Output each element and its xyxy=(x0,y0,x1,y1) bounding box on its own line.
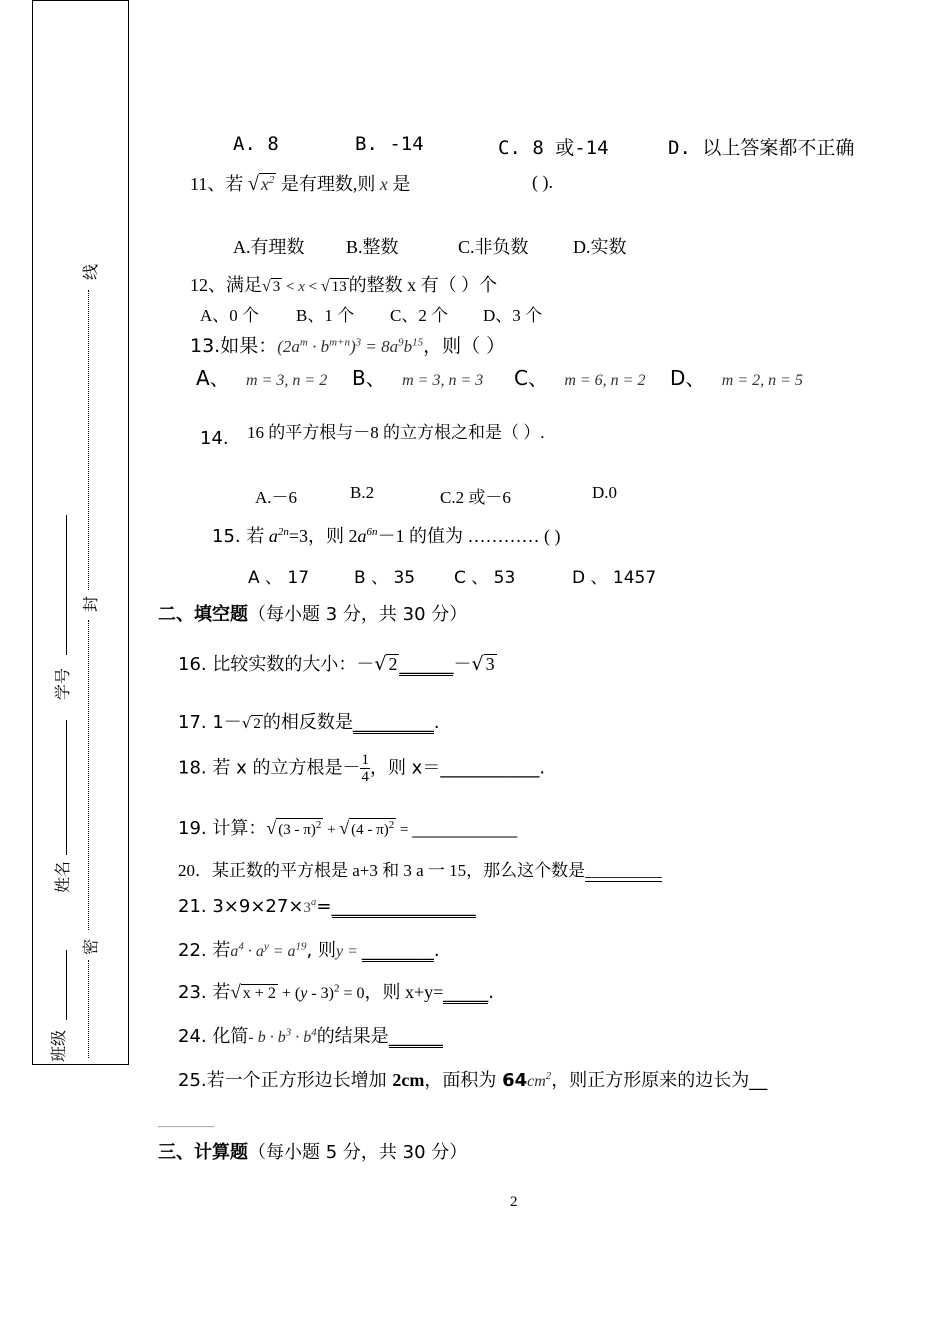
q11-radicand xyxy=(259,173,277,195)
q24-expr: - b · b xyxy=(248,1029,286,1046)
name-blank-line xyxy=(66,720,67,855)
q23-eq: = 0 xyxy=(339,985,365,1002)
q22-dot: · xyxy=(243,943,256,960)
section-3-heading xyxy=(158,1138,467,1164)
q12-option-c: C、2 个 xyxy=(390,306,449,325)
radical-sign: √ xyxy=(241,714,252,732)
q23-pre: 23. 若 xyxy=(178,982,231,1003)
q12-lt2: < xyxy=(304,279,321,295)
q18-pre: 18. 若 x 的立方根是－ xyxy=(178,757,361,779)
q13-option-a-letter: A、 xyxy=(196,366,230,390)
q22-a3: a xyxy=(287,943,296,960)
q25-value-2: 64 xyxy=(502,1070,528,1091)
q13-expr-close: ) xyxy=(349,337,356,356)
q23-expression xyxy=(230,982,365,1003)
q15-pre: 若 xyxy=(246,526,269,546)
q21-eq: = xyxy=(316,896,332,917)
q16-text: 16. 比较实数的大小： xyxy=(178,654,357,675)
q13-expression xyxy=(277,337,423,356)
question-22 xyxy=(178,936,440,962)
q22-e1: 4 xyxy=(238,940,244,953)
q10-option-a: A. 8 xyxy=(233,133,279,155)
seal-dotted-line-2 xyxy=(88,620,89,930)
q25-blank-continuation[interactable]: ________ xyxy=(158,1112,214,1128)
q12-sqrt13: 13 xyxy=(331,279,347,295)
q21-blank[interactable]: ________________ xyxy=(331,896,476,917)
q11-var: x xyxy=(379,174,388,194)
radical-sign: √ xyxy=(266,818,277,838)
q24-pre: 24. 化简 xyxy=(178,1026,249,1047)
q18-blank[interactable]: ___________ xyxy=(440,757,540,779)
q22-expression xyxy=(230,940,307,960)
q13-rhs-b: b xyxy=(403,337,413,356)
q23-y: y xyxy=(300,985,308,1002)
q12-var: x xyxy=(298,279,305,295)
q25-value-1: 2cm xyxy=(392,1070,425,1090)
q16-neg1: － xyxy=(356,654,375,675)
q12-tail: 的整数 x 有（ ）个 xyxy=(348,275,498,295)
q19-blank[interactable]: _______________ xyxy=(412,822,518,838)
question-12 xyxy=(190,271,497,297)
q14-option-c: C.2 或－6 xyxy=(440,488,511,507)
radical-sign: √ xyxy=(320,278,330,295)
q25-tail: ，则正方形原来的边长为 xyxy=(551,1070,750,1091)
question-17 xyxy=(178,708,440,734)
binding-margin xyxy=(32,0,129,1065)
q22-a2: a xyxy=(255,943,264,960)
q15-a2: a xyxy=(357,526,367,546)
q20-blank[interactable]: _________ xyxy=(585,861,662,880)
q13-exp-m: m xyxy=(299,336,308,349)
q25-pre: 25.若一个正方形边长增加 xyxy=(178,1070,393,1091)
q13-number: 13.如果： xyxy=(190,335,278,357)
q15-option-a: A 、 17 xyxy=(248,568,310,588)
q25-blank[interactable]: __ xyxy=(749,1070,768,1091)
seal-word-xian: 线 xyxy=(81,263,100,280)
radical-sign: √ xyxy=(471,653,484,675)
q19-expression xyxy=(266,818,413,838)
section-3-title: 三、计算题 xyxy=(158,1142,248,1163)
question-23 xyxy=(178,978,494,1004)
q12-lt1: < xyxy=(282,279,299,295)
q18-tail: ，则 x＝ xyxy=(369,757,441,779)
q17-blank[interactable]: _________ xyxy=(352,712,434,733)
id-blank-line xyxy=(66,515,67,655)
section-2-title: 二、填空题 xyxy=(158,604,248,625)
question-11 xyxy=(190,170,410,196)
q14-text: 16 的平方根与－8 的立方根之和是（ ）. xyxy=(247,423,545,442)
q16-sqrt2: 2 xyxy=(388,654,398,674)
q23-radicand: x + 2 xyxy=(242,985,276,1002)
q15-option-c: C 、 53 xyxy=(454,568,516,588)
q24-e2: 4 xyxy=(311,1026,317,1039)
question-21 xyxy=(178,896,476,918)
q15-a: a xyxy=(268,526,278,546)
q13-exp-3: 3 xyxy=(355,336,362,349)
question-18 xyxy=(178,752,545,785)
q15-number: 15. xyxy=(212,526,241,547)
q11-mid: 是有理数,则 xyxy=(280,174,376,194)
q15-option-d: D 、 1457 xyxy=(572,568,657,588)
seal-word-mi: 密 xyxy=(81,938,100,955)
q22-y: y xyxy=(336,943,344,960)
q15-tail: －1 的值为 ………… ( ) xyxy=(377,526,561,546)
id-label: 学号 xyxy=(53,667,72,700)
q13-option-a-expr: m = 3, n = 2 xyxy=(246,372,328,389)
q19-eq: = xyxy=(396,822,413,838)
q23-e: 2 xyxy=(333,982,340,995)
q13-option-c-expr: m = 6, n = 2 xyxy=(564,372,646,389)
section-2-note: （每小题 3 分，共 30 分） xyxy=(248,604,468,625)
q15-option-b: B 、 35 xyxy=(354,568,416,588)
q14-option-d: D.0 xyxy=(592,483,618,502)
q17-tail: 的相反数是 xyxy=(262,712,353,733)
q13-tail: ，则（ ） xyxy=(423,335,506,357)
q13-option-c xyxy=(514,362,645,391)
q19-plus: + xyxy=(323,822,340,838)
q13-exp-mn: m+n xyxy=(329,336,350,349)
q16-sqrt3: 3 xyxy=(485,654,495,674)
q21-pre: 21. 3×9×27× xyxy=(178,896,304,917)
radical-sign: √ xyxy=(230,982,241,1003)
q11-exponent: 2 xyxy=(268,174,275,186)
question-25 xyxy=(178,1066,767,1092)
q20-text: 20．某正数的平方根是 a+3 和 3 a 一 15，那么这个数是 xyxy=(178,861,586,880)
q13-rhs: = 8a xyxy=(361,337,399,356)
q19-pre: 19. 计算： xyxy=(178,818,267,839)
q22-mid: , 则 xyxy=(306,940,336,961)
class-label: 班级 xyxy=(49,1029,68,1062)
q14-number: 14. xyxy=(200,428,229,449)
q17-end: . xyxy=(433,712,440,733)
q13-option-b-letter: B、 xyxy=(352,366,386,390)
q19-radicand-2 xyxy=(349,818,396,839)
q10-option-b: B. -14 xyxy=(355,133,424,155)
q10-option-d: D. 以上答案都不正确 xyxy=(668,137,855,159)
question-15 xyxy=(212,522,561,548)
q23-tail: ，则 x+y= xyxy=(364,982,444,1002)
q13-expr-b: · b xyxy=(307,337,330,356)
q11-option-c: C.非负数 xyxy=(458,237,529,257)
q24-expression xyxy=(248,1026,317,1046)
question-16 xyxy=(178,650,497,676)
q23-plus: + ( xyxy=(277,985,301,1002)
q21-exp: a xyxy=(310,896,317,908)
q19-e1: 2 xyxy=(315,819,322,831)
name-label: 姓名 xyxy=(53,860,72,893)
q22-pre: 22. 若 xyxy=(178,940,231,961)
page-number: 2 xyxy=(510,1194,518,1210)
radical-sign: √ xyxy=(247,173,259,195)
question-19 xyxy=(178,814,517,840)
q18-fraction xyxy=(360,752,370,785)
section-2-heading xyxy=(158,600,467,626)
q18-denominator: 4 xyxy=(361,769,369,785)
q22-a1: a xyxy=(230,943,239,960)
q24-e1: 3 xyxy=(285,1026,292,1039)
q13-option-a xyxy=(196,362,327,391)
seal-dotted-line xyxy=(88,960,89,1058)
q24-dot: · b xyxy=(291,1029,312,1046)
q23-end: . xyxy=(488,982,495,1003)
q23-blank[interactable]: _____ xyxy=(443,982,489,1003)
section-3-note: （每小题 5 分，共 30 分） xyxy=(248,1142,468,1163)
q15-mid: =3，则 2 xyxy=(288,526,358,546)
q19-radicand-1 xyxy=(276,818,323,839)
q22-blank[interactable]: ________ xyxy=(361,940,434,961)
q16-neg2: － xyxy=(453,654,472,675)
q15-exp-2n: 2n xyxy=(277,526,289,538)
q10-option-c: C. 8 或-14 xyxy=(498,137,609,159)
q13-option-d xyxy=(670,362,803,391)
q17-pre: 17. 1－ xyxy=(178,712,242,733)
q22-eq: = xyxy=(268,943,288,960)
q18-end: . xyxy=(539,757,546,779)
seal-word-feng: 封 xyxy=(81,595,100,612)
q22-end: . xyxy=(433,940,440,961)
q14-option-a: A.－6 xyxy=(255,488,298,507)
q19-r2: (4 - π) xyxy=(351,822,389,838)
q12-option-b: B、1 个 xyxy=(296,306,355,325)
q18-numerator: 1 xyxy=(361,752,369,768)
q13-option-b-expr: m = 3, n = 3 xyxy=(402,372,484,389)
q13-exp-15: 15 xyxy=(412,336,424,349)
radical-sign: √ xyxy=(339,818,350,838)
q11-radicand-var: x xyxy=(260,174,269,194)
q11-option-d: D.实数 xyxy=(573,237,627,257)
q13-exp-9: 9 xyxy=(398,336,404,349)
q22-e3: 19 xyxy=(295,940,307,953)
q16-blank[interactable]: ______ xyxy=(399,654,454,675)
question-13 xyxy=(190,331,505,358)
q11-answer-paren: ( ). xyxy=(532,172,553,192)
q25-exp: 2 xyxy=(545,1070,552,1082)
q24-tail: 的结果是 xyxy=(316,1026,389,1047)
q12-option-a: A、0 个 xyxy=(200,306,260,325)
q22-yeq: = xyxy=(343,943,362,960)
q13-option-c-letter: C、 xyxy=(514,366,548,390)
q22-e2: y xyxy=(263,940,269,953)
question-24 xyxy=(178,1022,443,1048)
class-blank-line xyxy=(66,950,67,1020)
q19-e2: 2 xyxy=(388,819,395,831)
q25-unit: cm xyxy=(527,1073,546,1090)
q11-tail: 是 xyxy=(392,174,411,194)
q11-option-a: A.有理数 xyxy=(233,237,305,257)
q11-option-b: B.整数 xyxy=(346,237,399,257)
q11-number: 11、若 xyxy=(190,174,244,194)
radical-sign: √ xyxy=(374,653,387,675)
q13-expr-open: (2a xyxy=(277,337,300,356)
q25-mid: ，面积为 xyxy=(424,1070,503,1091)
q12-number: 12、满足 xyxy=(190,275,262,295)
q15-exp-6n: 6n xyxy=(366,526,378,538)
q12-sqrt3: 3 xyxy=(272,279,281,295)
radical-sign: √ xyxy=(262,278,271,295)
q21-base: 3 xyxy=(303,900,311,916)
q23-minus: - 3) xyxy=(307,985,334,1002)
q13-option-b xyxy=(352,362,483,391)
q12-option-d: D、3 个 xyxy=(483,306,543,325)
q14-option-b: B.2 xyxy=(350,483,375,502)
q13-option-d-expr: m = 2, n = 5 xyxy=(721,372,803,389)
q13-option-d-letter: D、 xyxy=(670,366,706,390)
seal-dotted-line-3 xyxy=(88,290,89,590)
question-20 xyxy=(178,856,662,882)
q24-blank[interactable]: ______ xyxy=(388,1026,443,1047)
q17-sqrt2: 2 xyxy=(253,716,261,732)
q19-r1: (3 - π) xyxy=(278,822,316,838)
